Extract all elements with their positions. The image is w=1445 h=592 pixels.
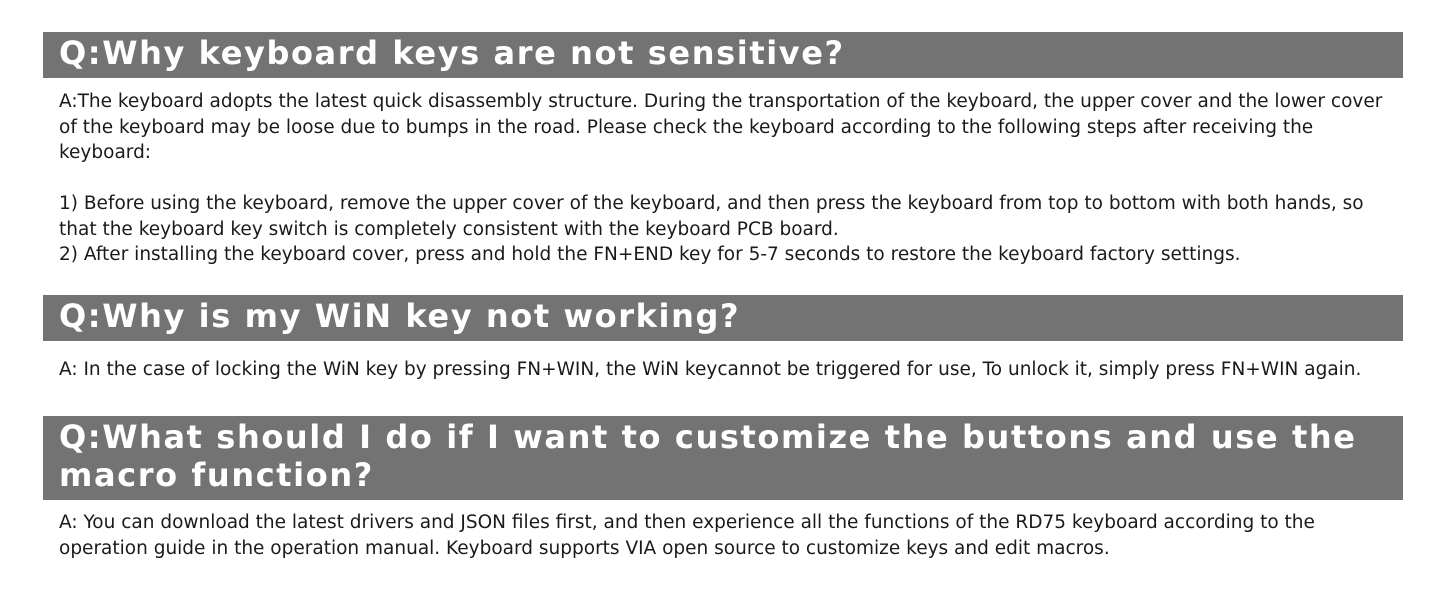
faq-item xyxy=(43,32,1403,268)
faq-item xyxy=(43,416,1403,561)
faq-answer-text: A:The keyboard adopts the latest quick disassembly structure. During the transportation of the keyboard, the upper cover and the lower cover of the keyboard may be loose due to bumps in the road. Please check the keyboard according to the following steps after receiving the keyboard: 1) Before using the keyboard, remove the upper cover of the keyboard, and then press the keyboard from top to bottom with both hands, so that the keyboard key switch is completely consistent with the keyboard PCB board. 2) After installing the keyboard cover, press and hold the FN+END key for 5-7 seconds to restore the keyboard factory settings. xyxy=(59,91,1383,265)
faq-answer-text: A: You can download the latest drivers and JSON files first, and then experience all the functions of the RD75 keyboard according to the operation guide in the operation manual. Keyboard supports VIA open source to customize keys and edit macros. xyxy=(59,512,1315,559)
faq-question-heading: Q:Why is my WiN key not working? xyxy=(43,295,1403,341)
faq-answer-text: A: In the case of locking the WiN key by pressing FN+WIN, the WiN keycannot be triggered for use, To unlock it, simply press FN+WIN again. xyxy=(59,359,1362,380)
faq-question-heading: Q:What should I do if I want to customize the buttons and use the macro function? xyxy=(43,416,1403,500)
faq-question-heading: Q:Why keyboard keys are not sensitive? xyxy=(43,32,1403,78)
faq-item xyxy=(43,295,1403,383)
